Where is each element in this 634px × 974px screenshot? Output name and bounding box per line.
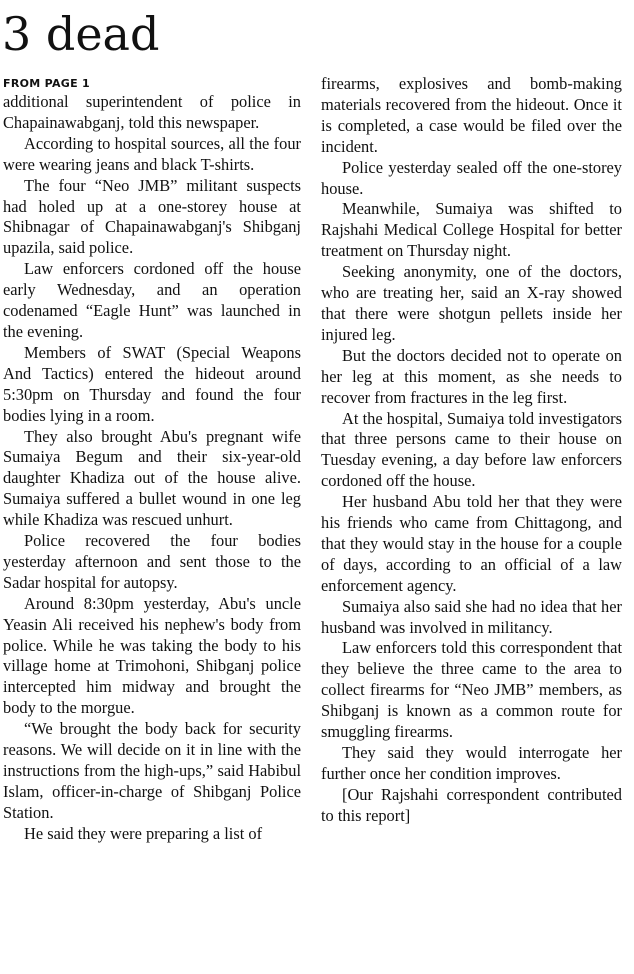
paragraph: He said they were preparing a list of	[24, 823, 263, 843]
paragraph: Police yesterday sealed off the one-storey house.	[321, 157, 622, 198]
paragraph: Sumaiya also said she had no idea that her husband was involved in militancy.	[321, 596, 622, 637]
paragraph: But the doctors decided not to operate on her leg at this moment, as she needs to recover from fractures in the leg first.	[321, 345, 622, 407]
paragraph: Seeking anonymity, one of the doctors, who are treating her, said an X-ray showed that there were shotgun pellets inside her injured leg.	[321, 262, 622, 344]
paragraph: They also brought Abu's pregnant wife Sumaiya Begum and their six-year-old daughter Khadiza out of the house alive. Sumaiya suffered a bullet wound in one leg while Khadiza was rescued unhurt.	[3, 426, 301, 530]
paragraph: Law enforcers told this correspondent that they believe the three came to the area to collect firearms for “Neo JMB” members, as Shibganj is known as a common route for smuggling firearms.	[321, 638, 622, 742]
article-column-right	[321, 74, 622, 827]
paragraph: firearms, explosives and bomb-making materials recovered from the hideout. Once it is completed, a case would be filed over the incident.	[321, 74, 622, 156]
paragraph: Police recovered the four bodies yesterday afternoon and sent those to the Sadar hospital for autopsy.	[3, 531, 301, 592]
paragraph: “We brought the body back for security reasons. We will decide on it in line with the instructions from the high-ups,” said Habibul Islam, officer-in-charge of Shibganj Police Station.	[3, 719, 301, 822]
article-column-left	[3, 76, 301, 845]
headline: 3 dead	[2, 7, 160, 61]
paragraph: Members of SWAT (Special Weapons And Tactics) entered the hideout around 5:30pm on Thursday and found the four bodies lying in a room.	[3, 342, 301, 425]
paragraph: Around 8:30pm yesterday, Abu's uncle Yeasin Ali received his nephew's body from police. While he was taking the body to his village home at Trimohoni, Shibganj police intercepted him midway and brought the body to the morgue.	[3, 593, 301, 718]
paragraph: According to hospital sources, all the four were wearing jeans and black T-shirts.	[3, 133, 301, 174]
paragraph: Meanwhile, Sumaiya was shifted to Rajshahi Medical College Hospital for better treatment on Thursday night.	[321, 199, 622, 261]
paragraph: The four “Neo JMB” militant suspects had holed up at a one-storey house at Shibnagar of Chapainawabganj's Shibganj upazila, said police.	[3, 175, 301, 258]
paragraph: Her husband Abu told her that they were his friends who came from Chittagong, and that they would stay in the house for a couple of days, according to an official of a law enforcement agency.	[321, 492, 622, 595]
paragraph: [Our Rajshahi correspondent contributed to this report]	[321, 784, 622, 825]
paragraph: Law enforcers cordoned off the house early Wednesday, and an operation codenamed “Eagle Hunt” was launched in the evening.	[3, 259, 301, 341]
paragraph: At the hospital, Sumaiya told investigators that three persons came to their house on Tuesday evening, a day before law enforcers cordoned off the house.	[321, 408, 622, 491]
continuation-kicker: FROM PAGE 1	[3, 77, 91, 90]
paragraph: They said they would interrogate her further once her condition improves.	[321, 743, 622, 783]
paragraph: additional superintendent of police in Chapainawabganj, told this newspaper.	[3, 92, 301, 132]
